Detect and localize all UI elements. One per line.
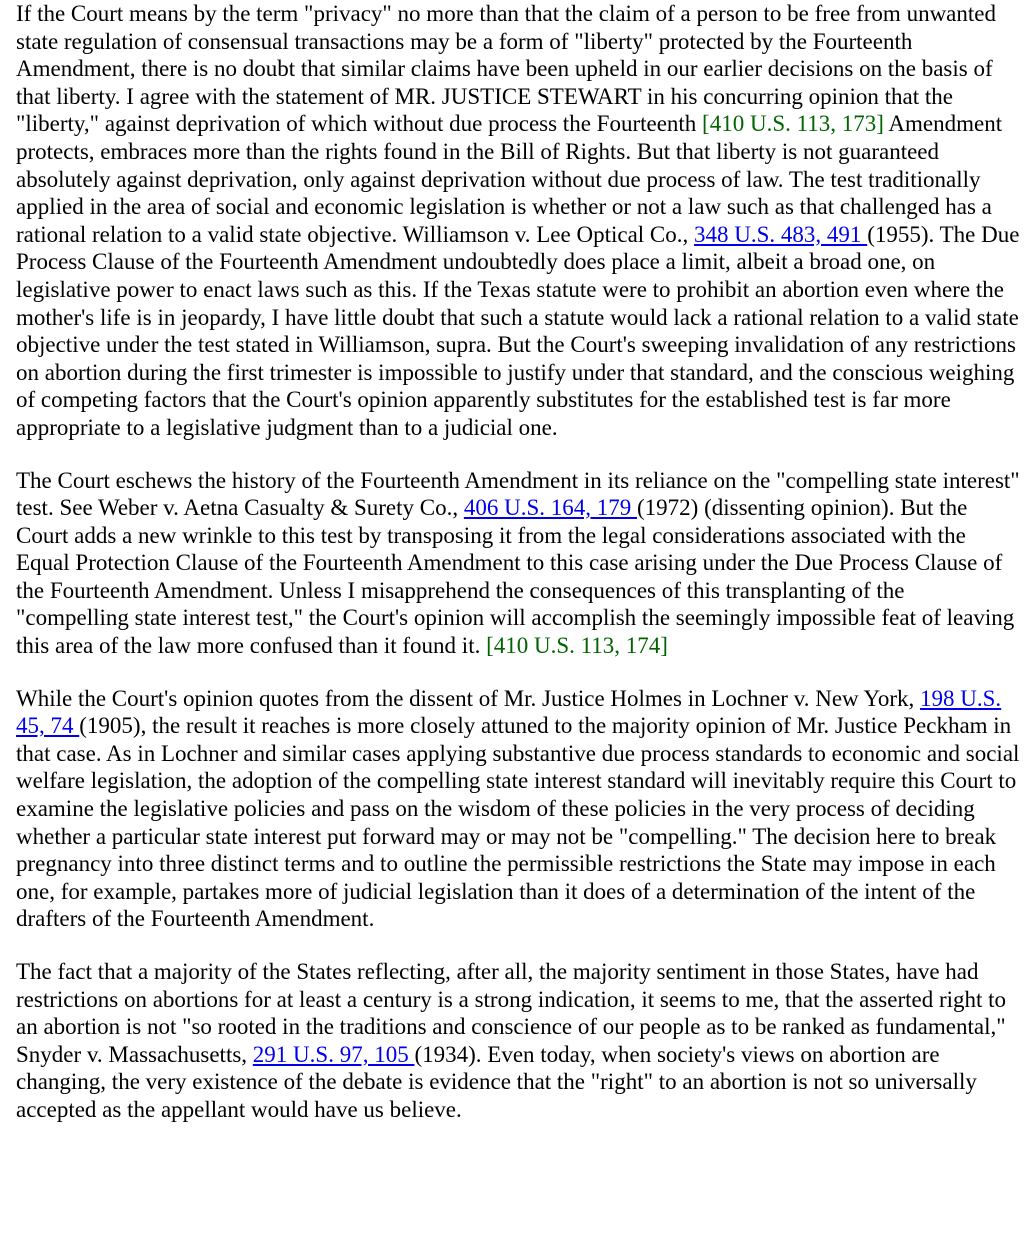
- paragraph-4: [16, 958, 1021, 1124]
- text-run: (1972) (dissenting opinion). But the Court adds a new wrinkle to this test by transposing it from the legal considerations associated with the Equal Protection Clause of the Fourteenth Amendment to this case arising under the Due Process Clause of the Fourteenth Amendment. Unless I misapprehend the consequences of this transplanting of the "compelling state interest test," the Court's opinion will accomplish the seemingly impossible feat of leaving this area of the law more confused than it found it.: [16, 495, 1015, 659]
- paragraph-3: [16, 685, 1021, 933]
- text-run: (1955). The Due Process Clause of the Fourteenth Amendment undoubtedly does place a limit, albeit a broad one, on legislative power to enact laws such as this. If the Texas statute were to prohibit an abortion even where the mother's life is in jeopardy, I have little doubt that such a statute would lack a rational relation to a valid state objective under the test stated in Williamson, supra. But the Court's sweeping invalidation of any restrictions on abortion during the first trimester is impossible to justify under that standard, and the conscious weighing of competing factors that the Court's opinion apparently substitutes for the established test is far more appropriate to a legislative judgment than to a judicial one.: [16, 221, 1020, 440]
- text-run: The fact that a majority of the States reflecting, after all, the majority sentiment in those States, have had restrictions on abortions for at least a century is a strong indication, it seems to me, that the asserted right to an abortion is not "so rooted in the traditions and conscience of our people as to be ranked as fundamental," Snyder v. Massachusetts,: [16, 959, 1007, 1067]
- paragraph-2: [16, 467, 1021, 660]
- text-run: Amendment protects, embraces more than the rights found in the Bill of Rights. But that liberty is not guaranteed absolutely against deprivation, only against deprivation without due process of law. The test traditionally applied in the area of social and economic legislation is whether or not a law such as that challenged has a rational relation to a valid state objective. Williamson v. Lee Optical Co.,: [16, 111, 1003, 247]
- citation-link[interactable]: 291 U.S. 97, 105: [252, 1041, 415, 1067]
- text-run: The Court eschews the history of the Fourteenth Amendment in its reliance on the "compelling state interest" test. See Weber v. Aetna Casualty & Surety Co.,: [16, 467, 1020, 521]
- citation-link[interactable]: 198 U.S. 45, 74: [16, 685, 1002, 739]
- page-reference: [410 U.S. 113, 174]: [486, 633, 668, 659]
- text-run: If the Court means by the term "privacy" no more than that the claim of a person to be free from unwanted state regulation of consensual transactions may be a form of "liberty" protected by the Fourteenth Amendment, there is no doubt that similar claims have been upheld in our earlier decisions on the basis of that liberty. I agree with the statement of MR. JUSTICE STEWART in his concurring opinion that the "liberty," against deprivation of which without due process the Fourteenth: [16, 1, 996, 137]
- citation-link[interactable]: 406 U.S. 164, 179: [463, 495, 638, 521]
- text-run: (1905), the result it reaches is more closely attuned to the majority opinion of Mr. Justice Peckham in that case. As in Lochner and similar cases applying substantive due process standards to economic and social welfare legislation, the adoption of the compelling state interest standard will inevitably require this Court to examine the legislative policies and pass on the wisdom of these policies in the very process of deciding whether a particular state interest put forward may or may not be "compelling." The decision here to break pregnancy into three distinct terms and to outline the permissible restrictions the State may impose in each one, for example, partakes more of judicial legislation than it does of a determination of the intent of the drafters of the Fourteenth Amendment.: [16, 713, 1020, 932]
- text-run: While the Court's opinion quotes from the dissent of Mr. Justice Holmes in Lochner v. New York,: [16, 685, 921, 711]
- citation-link[interactable]: 348 U.S. 483, 491: [694, 221, 868, 247]
- paragraph-1: [16, 0, 1021, 442]
- text-run: (1934). Even today, when society's views on abortion are changing, the very existence of the debate is evidence that the "right" to an abortion is not so universally accepted as the appellant would have us believe.: [16, 1041, 977, 1122]
- page-reference: [410 U.S. 113, 173]: [702, 111, 884, 137]
